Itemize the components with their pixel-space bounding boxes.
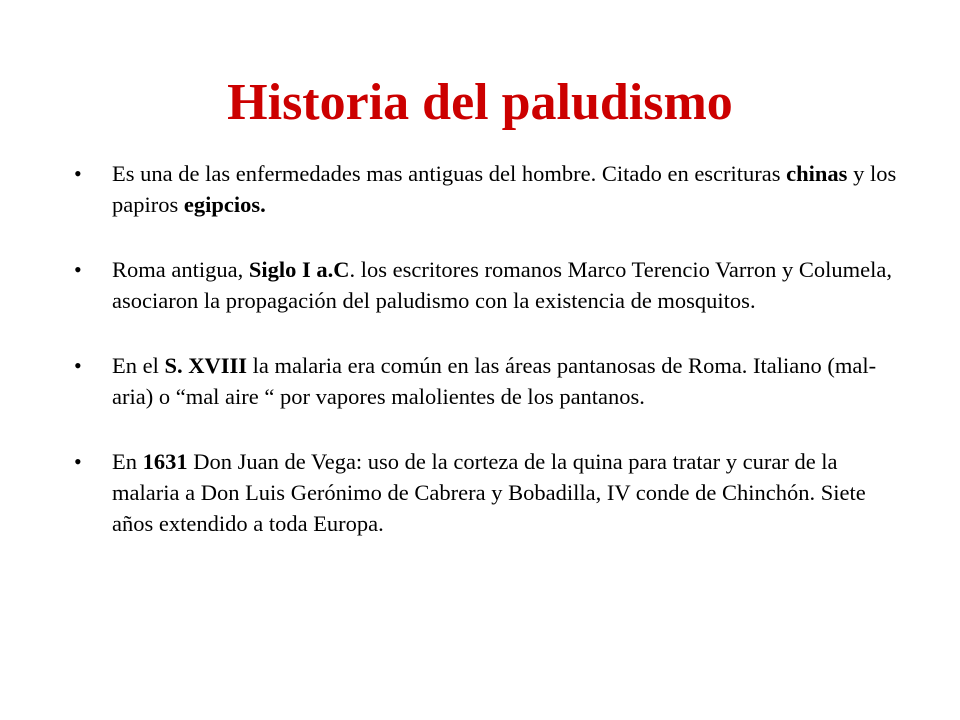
bullet-text-bold: chinas [786, 161, 848, 186]
bullet-text: la malaria era común en las áreas pantanosas de Roma. Italiano (mal-aria) o “mal aire “ por vapores malolientes de los pantanos. [112, 353, 877, 409]
bullet-text: Es una de las enfermedades mas antiguas del hombre. Citado en escrituras [112, 161, 787, 186]
bullet-item [72, 158, 902, 220]
bullet-text: Don Juan de Vega: uso de la corteza de la quina para tratar y curar de la malaria a Don Luis Gerónimo de Cabrera y Bobadilla, IV conde de Chinchón. Siete años extendido a toda Europa. [112, 449, 866, 536]
bullet-text: En el [112, 353, 165, 378]
bullet-item [72, 446, 902, 539]
bullet-marker: • [74, 449, 82, 474]
bullet-text: Roma antigua, [112, 257, 249, 282]
bullet-text-bold: egipcios. [183, 192, 266, 217]
bullet-text: y los papiros [112, 161, 897, 217]
bullet-marker: • [74, 161, 82, 186]
bullet-item [72, 350, 902, 412]
bullet-list [72, 158, 902, 539]
bullet-marker: • [74, 353, 82, 378]
bullet-text: . los escritores romanos Marco Terencio Varron y Columela, asociaron la propagación del paludismo con la existencia de mosquitos. [112, 257, 892, 313]
bullet-text-bold: 1631 [142, 449, 188, 474]
bullet-marker: • [74, 257, 82, 282]
bullet-text-bold: S. XVIII [164, 353, 248, 378]
bullet-item [72, 254, 902, 316]
slide-title: Historia del paludismo [227, 73, 733, 131]
bullet-text: En [112, 449, 143, 474]
bullet-text-bold: Siglo I a.C [248, 257, 350, 282]
